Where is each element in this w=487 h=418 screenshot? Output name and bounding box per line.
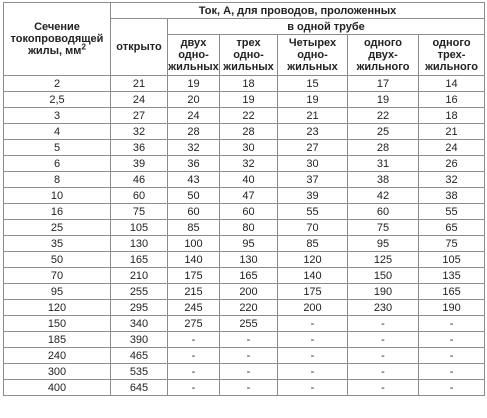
table-row — [4, 220, 485, 236]
current-cell: 140 — [278, 268, 348, 284]
current-cell: 60 — [111, 188, 168, 204]
current-cell: 25 — [348, 124, 419, 140]
current-cell: 50 — [168, 188, 220, 204]
table-row — [4, 300, 485, 316]
current-cell: 15 — [278, 76, 348, 92]
current-cell: - — [348, 380, 419, 396]
current-cell: 465 — [111, 348, 168, 364]
table-row — [4, 156, 485, 172]
section-cell: 35 — [4, 236, 111, 252]
current-cell: - — [419, 348, 485, 364]
current-cell: 32 — [419, 172, 485, 188]
table-row — [4, 348, 485, 364]
section-cell: 3 — [4, 108, 111, 124]
current-cell: - — [168, 364, 220, 380]
current-cell: 175 — [168, 268, 220, 284]
current-cell: - — [348, 348, 419, 364]
current-cell: 140 — [168, 252, 220, 268]
current-cell: 32 — [220, 156, 278, 172]
pipe-column-header-line3: жильных — [223, 61, 274, 73]
section-cell: 16 — [4, 204, 111, 220]
current-cell: 36 — [111, 140, 168, 156]
section-cell: 185 — [4, 332, 111, 348]
current-cell: 28 — [168, 124, 220, 140]
current-cell: 210 — [111, 268, 168, 284]
table-body — [4, 76, 485, 396]
current-cell: 21 — [278, 108, 348, 124]
current-cell: 60 — [220, 204, 278, 220]
current-cell: 190 — [419, 300, 485, 316]
table-row — [4, 380, 485, 396]
current-cell: 75 — [348, 220, 419, 236]
table-row — [4, 252, 485, 268]
section-cell: 120 — [4, 300, 111, 316]
table-row — [4, 284, 485, 300]
current-cell: 16 — [419, 92, 485, 108]
pipe-column-header-line3: жильных — [287, 61, 338, 73]
current-cell: 27 — [111, 108, 168, 124]
current-cell: - — [168, 348, 220, 364]
current-cell: 215 — [168, 284, 220, 300]
pipe-column-header-line1: двух — [180, 37, 207, 49]
table-row — [4, 172, 485, 188]
current-cell: - — [419, 380, 485, 396]
current-cell: 165 — [220, 268, 278, 284]
current-cell: 17 — [348, 76, 419, 92]
current-cell: 22 — [220, 108, 278, 124]
current-cell: 645 — [111, 380, 168, 396]
current-cell: 245 — [168, 300, 220, 316]
section-cell: 70 — [4, 268, 111, 284]
pipe-column-header-line1: трех — [236, 37, 261, 49]
current-cell: 28 — [220, 124, 278, 140]
table-row — [4, 268, 485, 284]
current-cell: 55 — [278, 204, 348, 220]
pipe-column-header — [419, 35, 485, 76]
current-cell: 23 — [278, 124, 348, 140]
current-title: Ток, А, для проводов, проложенных — [111, 3, 485, 19]
current-table-container — [3, 2, 485, 396]
current-cell: - — [419, 364, 485, 380]
current-cell: 255 — [111, 284, 168, 300]
current-cell: 42 — [348, 188, 419, 204]
current-cell: 38 — [419, 188, 485, 204]
current-capacity-table — [3, 2, 485, 396]
section-cell: 5 — [4, 140, 111, 156]
pipe-column-header — [168, 35, 220, 76]
current-cell: 105 — [111, 220, 168, 236]
section-cell: 300 — [4, 364, 111, 380]
pipe-column-header — [220, 35, 278, 76]
current-cell: 70 — [278, 220, 348, 236]
section-cell: 4 — [4, 124, 111, 140]
section-label-line1: Сечение — [34, 21, 80, 33]
table-row — [4, 236, 485, 252]
pipe-column-header-line2: одно- — [233, 49, 264, 61]
current-cell: 165 — [419, 284, 485, 300]
current-cell: - — [220, 364, 278, 380]
current-cell: 175 — [278, 284, 348, 300]
current-cell: 32 — [168, 140, 220, 156]
pipe-column-header-line2: одно- — [297, 49, 328, 61]
pipe-column-header-line1: одного — [432, 37, 471, 49]
table-row — [4, 140, 485, 156]
current-cell: - — [220, 332, 278, 348]
current-cell: 21 — [419, 124, 485, 140]
current-cell: 55 — [419, 204, 485, 220]
current-cell: 43 — [168, 172, 220, 188]
current-cell: - — [278, 348, 348, 364]
current-cell: 230 — [348, 300, 419, 316]
current-cell: 19 — [278, 92, 348, 108]
pipe-column-header-line3: жильного — [425, 61, 478, 73]
current-cell: 95 — [220, 236, 278, 252]
section-label-line3: жилы, мм — [28, 45, 82, 57]
current-cell: 295 — [111, 300, 168, 316]
section-header — [4, 3, 111, 76]
pipe-column-header-line1: Четырех — [288, 37, 337, 49]
current-cell: 28 — [348, 140, 419, 156]
current-cell: 100 — [168, 236, 220, 252]
current-cell: 190 — [348, 284, 419, 300]
current-cell: 85 — [278, 236, 348, 252]
current-cell: 75 — [419, 236, 485, 252]
section-cell: 150 — [4, 316, 111, 332]
section-cell: 240 — [4, 348, 111, 364]
current-cell: 30 — [278, 156, 348, 172]
current-cell: 18 — [220, 76, 278, 92]
current-cell: 27 — [278, 140, 348, 156]
section-cell: 10 — [4, 188, 111, 204]
section-cell: 400 — [4, 380, 111, 396]
current-cell: 200 — [278, 300, 348, 316]
current-cell: 37 — [278, 172, 348, 188]
current-cell: 18 — [419, 108, 485, 124]
section-cell: 2,5 — [4, 92, 111, 108]
current-cell: 30 — [220, 140, 278, 156]
current-cell: 130 — [111, 236, 168, 252]
current-cell: 47 — [220, 188, 278, 204]
section-cell: 95 — [4, 284, 111, 300]
current-cell: 40 — [220, 172, 278, 188]
table-row — [4, 316, 485, 332]
current-cell: 46 — [111, 172, 168, 188]
current-cell: - — [220, 348, 278, 364]
current-cell: 130 — [220, 252, 278, 268]
current-cell: 32 — [111, 124, 168, 140]
in-pipe-header: в одной трубе — [168, 19, 485, 35]
current-cell: 14 — [419, 76, 485, 92]
current-cell: 80 — [220, 220, 278, 236]
current-cell: 150 — [348, 268, 419, 284]
pipe-column-header-line2: двух- — [368, 49, 398, 61]
current-cell: 200 — [220, 284, 278, 300]
table-row — [4, 204, 485, 220]
current-cell: - — [278, 332, 348, 348]
current-cell: - — [348, 316, 419, 332]
current-cell: - — [419, 316, 485, 332]
pipe-column-header-line3: жильного — [356, 61, 410, 73]
table-row — [4, 332, 485, 348]
current-cell: 21 — [111, 76, 168, 92]
current-cell: 38 — [348, 172, 419, 188]
current-cell: 22 — [348, 108, 419, 124]
pipe-column-header-line2: трех- — [437, 49, 466, 61]
current-cell: 24 — [419, 140, 485, 156]
current-cell: 220 — [220, 300, 278, 316]
current-cell: - — [348, 364, 419, 380]
current-cell: - — [278, 316, 348, 332]
table-row — [4, 92, 485, 108]
current-cell: 60 — [168, 204, 220, 220]
current-cell: - — [419, 332, 485, 348]
section-label-line2: токопроводящей — [10, 33, 104, 45]
current-cell: - — [168, 380, 220, 396]
current-cell: - — [220, 380, 278, 396]
current-cell: 20 — [168, 92, 220, 108]
current-cell: - — [168, 332, 220, 348]
section-cell: 25 — [4, 220, 111, 236]
current-cell: 60 — [348, 204, 419, 220]
current-cell: 19 — [168, 76, 220, 92]
current-cell: 135 — [419, 268, 485, 284]
table-row — [4, 188, 485, 204]
current-cell: 75 — [111, 204, 168, 220]
current-cell: 390 — [111, 332, 168, 348]
section-cell: 8 — [4, 172, 111, 188]
section-cell: 50 — [4, 252, 111, 268]
current-cell: 125 — [348, 252, 419, 268]
pipe-column-header — [278, 35, 348, 76]
current-cell: 275 — [168, 316, 220, 332]
pipe-column-header-line1: одного — [363, 37, 403, 49]
section-cell: 2 — [4, 76, 111, 92]
table-row — [4, 364, 485, 380]
current-cell: 19 — [348, 92, 419, 108]
section-cell: 6 — [4, 156, 111, 172]
current-cell: 31 — [348, 156, 419, 172]
current-cell: 39 — [111, 156, 168, 172]
pipe-column-header-line2: одно- — [178, 49, 209, 61]
current-cell: 120 — [278, 252, 348, 268]
current-cell: - — [278, 364, 348, 380]
table-row — [4, 124, 485, 140]
section-label-sup: 2 — [81, 42, 86, 52]
current-cell: 36 — [168, 156, 220, 172]
current-cell: 535 — [111, 364, 168, 380]
current-cell: - — [348, 332, 419, 348]
table-row — [4, 108, 485, 124]
pipe-column-header — [348, 35, 419, 76]
open-header: открыто — [111, 19, 168, 76]
current-cell: 85 — [168, 220, 220, 236]
current-cell: 39 — [278, 188, 348, 204]
current-cell: 24 — [111, 92, 168, 108]
current-cell: 24 — [168, 108, 220, 124]
current-cell: 19 — [220, 92, 278, 108]
current-cell: - — [278, 380, 348, 396]
current-cell: 255 — [220, 316, 278, 332]
table-row — [4, 76, 485, 92]
current-cell: 105 — [419, 252, 485, 268]
current-cell: 65 — [419, 220, 485, 236]
current-cell: 340 — [111, 316, 168, 332]
current-cell: 165 — [111, 252, 168, 268]
current-cell: 95 — [348, 236, 419, 252]
current-cell: 26 — [419, 156, 485, 172]
pipe-column-header-line3: жильных — [168, 61, 219, 73]
